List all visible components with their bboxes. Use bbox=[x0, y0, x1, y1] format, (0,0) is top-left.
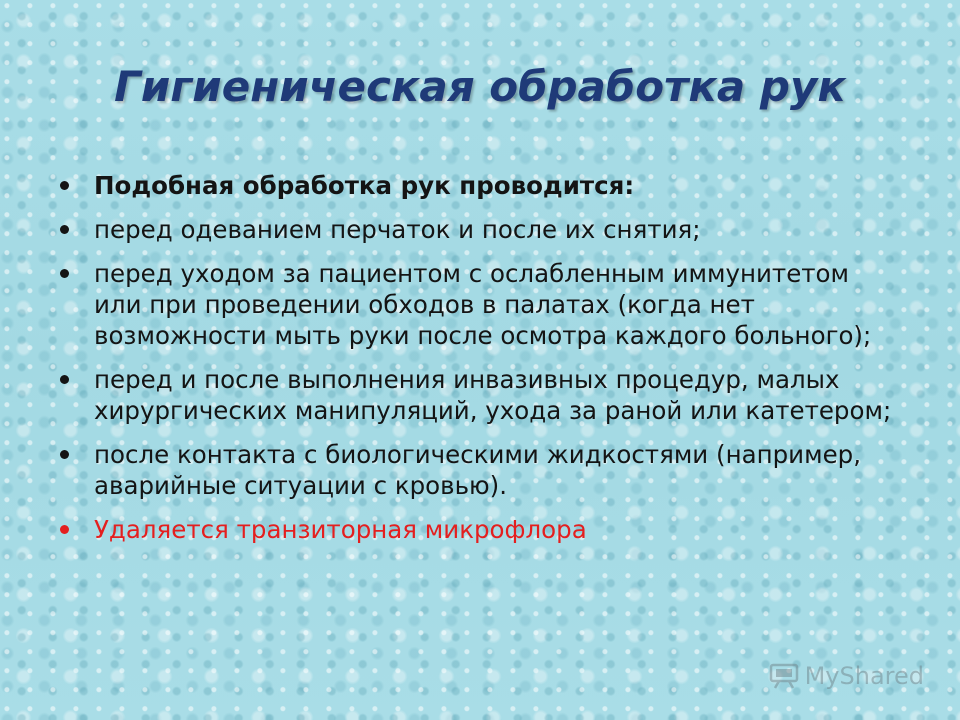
bullet-dot bbox=[60, 225, 69, 234]
bullet-item-intro bbox=[58, 170, 898, 201]
bullet-item-invasive bbox=[58, 364, 898, 426]
bullet-item-microflora bbox=[58, 514, 898, 545]
bullet-list bbox=[58, 170, 898, 558]
bullet-text: перед и после выполнения инвазивных процедур, малых хирургических манипуляций, ухода за раной или катетером; bbox=[94, 365, 892, 425]
bullet-text: Удаляется транзиторная микрофлора bbox=[94, 515, 587, 544]
bullet-text: перед одеванием перчаток и после их снятия; bbox=[94, 215, 701, 244]
bullet-item-immunity bbox=[58, 258, 898, 351]
slide-title: Гигиеническая обработка рук bbox=[114, 62, 846, 111]
bullet-text: после контакта с биологическими жидкостями (например, аварийные ситуации с кровью). bbox=[94, 440, 861, 500]
bullet-dot bbox=[60, 269, 69, 278]
bullet-item-fluids bbox=[58, 439, 898, 501]
bullet-text: Подобная обработка рук проводится: bbox=[94, 171, 635, 200]
bullet-dot bbox=[60, 181, 69, 190]
bullet-dot bbox=[60, 450, 69, 459]
bullet-dot bbox=[60, 375, 69, 384]
bullet-item-gloves bbox=[58, 214, 898, 245]
bullet-dot bbox=[60, 525, 69, 534]
bullet-text: перед уходом за пациентом с ослабленным иммунитетом или при проведении обходов в палатах (когда нет возможности мыть руки после осмотра каждого больного); bbox=[94, 259, 872, 350]
watermark-text: MyShared bbox=[804, 662, 924, 690]
presentation-board-icon bbox=[769, 663, 799, 689]
watermark bbox=[769, 662, 924, 690]
